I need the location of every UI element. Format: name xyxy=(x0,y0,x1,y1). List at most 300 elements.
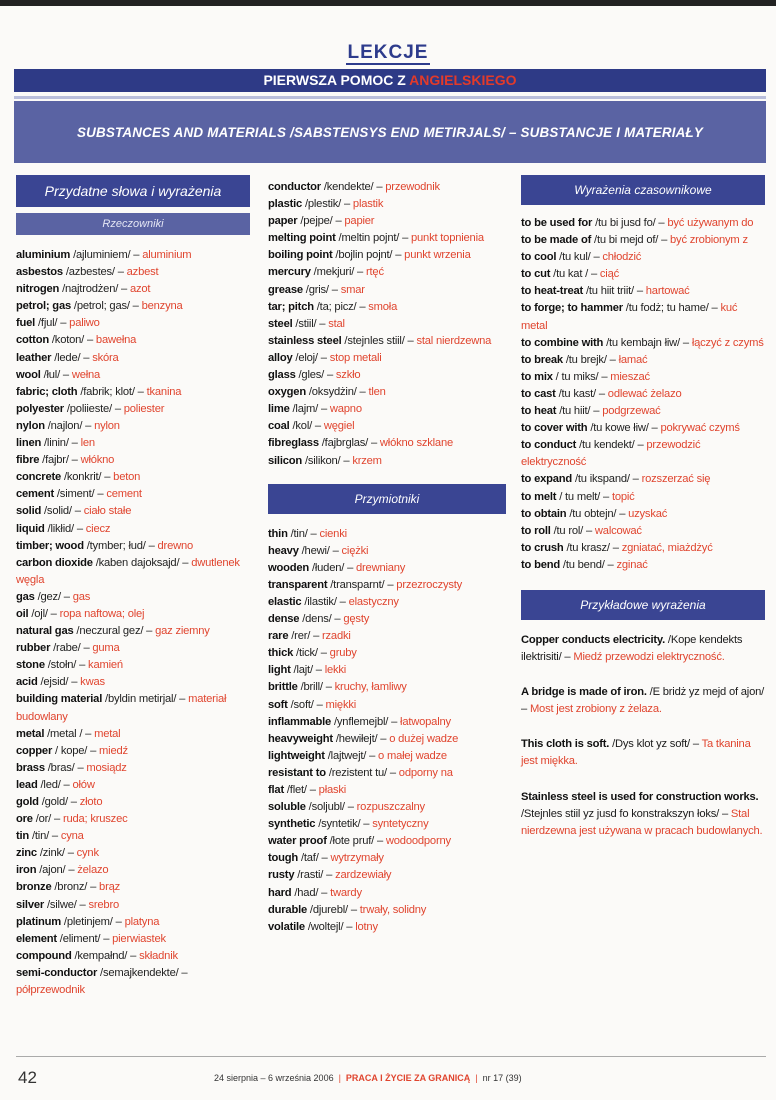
vocab-entry xyxy=(268,577,506,594)
entry-pronunciation: /hewi/ – xyxy=(298,544,342,557)
vocab-entry xyxy=(16,760,250,777)
entry-pronunciation: /łuden/ – xyxy=(309,561,356,574)
entry-translation: cynk xyxy=(76,847,99,860)
vocab-entry xyxy=(16,862,250,879)
entry-translation: żelazo xyxy=(77,864,109,877)
entry-word: glass xyxy=(268,369,296,382)
entry-translation: punkt topnienia xyxy=(411,232,484,245)
section-heading: Przykładowe wyrażenia xyxy=(521,590,765,620)
entry-pronunciation: /flet/ – xyxy=(283,784,319,796)
entry-word: ore xyxy=(16,813,33,826)
divider xyxy=(14,96,766,99)
series-title-bar xyxy=(14,69,766,92)
vocab-entry xyxy=(268,782,506,799)
vocab-entry xyxy=(16,828,250,845)
entry-word: to cool xyxy=(521,251,557,264)
entry-translation: smar xyxy=(340,283,365,296)
entry-translation: mieszać xyxy=(610,370,650,383)
example-pronunciation: /Dys klot yz soft/ – xyxy=(609,738,702,751)
entry-word: fuel xyxy=(16,317,36,330)
entry-translation: drewniany xyxy=(356,561,406,574)
vocab-entry xyxy=(521,540,765,557)
vocab-entry xyxy=(16,726,250,743)
example-english: This cloth is soft. xyxy=(521,738,610,751)
entry-word: petrol; gas xyxy=(16,300,71,313)
example-pronunciation: /E bridż yz mejd of ajon/ – xyxy=(521,686,765,716)
entry-translation: skóra xyxy=(92,351,119,364)
entry-word: flat xyxy=(268,784,284,796)
entry-word: to break xyxy=(521,353,563,366)
entry-pronunciation: /or/ – xyxy=(32,813,63,826)
vocab-entry xyxy=(268,628,506,645)
entry-word: synthetic xyxy=(268,818,316,831)
vocab-entry xyxy=(268,765,506,782)
vocab-entry xyxy=(16,555,250,589)
entry-pronunciation: /tymber; łud/ – xyxy=(83,539,158,552)
entry-translation: cement xyxy=(106,488,142,501)
vocab-entry xyxy=(16,845,250,862)
vocab-entry xyxy=(521,557,765,574)
entry-translation: rozpuszczalny xyxy=(356,801,425,814)
entry-word: wool xyxy=(16,368,41,381)
vocab-entry xyxy=(16,674,250,691)
entry-pronunciation: /kaben dajoksajd/ – xyxy=(92,556,192,569)
example-english: A bridge is made of iron. xyxy=(521,686,647,699)
entry-word: thick xyxy=(268,647,294,660)
entry-pronunciation: /silikon/ – xyxy=(302,454,353,467)
entry-word: gold xyxy=(16,796,39,808)
entry-pronunciation: / tu miks/ – xyxy=(552,370,611,383)
entry-word: natural gas xyxy=(16,625,74,638)
entry-word: semi-conductor xyxy=(16,966,98,979)
entry-pronunciation: /rasti/ – xyxy=(294,869,336,882)
entry-pronunciation: /byldin metirjal/ – xyxy=(102,693,189,706)
entry-word: to expand xyxy=(521,473,573,486)
vocab-entry xyxy=(16,589,250,606)
entry-pronunciation: /ilastik/ – xyxy=(301,595,349,608)
entry-translation: pokrywać czymś xyxy=(660,422,740,435)
entry-word: polyester xyxy=(16,402,64,415)
entry-translation: stal xyxy=(328,317,345,330)
vocab-entry xyxy=(268,867,506,884)
example-sentence xyxy=(521,789,765,840)
entry-word: thin xyxy=(268,527,288,540)
footer-separator: | xyxy=(338,1073,341,1083)
vocab-list xyxy=(268,179,506,470)
entry-word: to cut xyxy=(521,268,551,281)
entry-word: cement xyxy=(16,488,54,501)
entry-word: oil xyxy=(16,607,29,620)
entry-word: elastic xyxy=(268,595,302,608)
entry-pronunciation: /had/ – xyxy=(291,886,331,899)
entry-pronunciation: /azbestes/ – xyxy=(62,266,127,279)
entry-word: linen xyxy=(16,437,42,450)
entry-word: gas xyxy=(16,590,35,603)
entry-translation: len xyxy=(80,437,95,450)
vocab-entry xyxy=(16,332,250,349)
entry-word: to heat-treat xyxy=(521,285,584,298)
vocab-entry xyxy=(268,418,506,435)
entry-word: wooden xyxy=(268,561,310,574)
entry-translation: o dużej wadze xyxy=(389,732,459,745)
entry-word: stainless steel xyxy=(268,334,342,347)
entry-translation: miękki xyxy=(325,698,357,711)
entry-translation: trwały, solidny xyxy=(359,903,427,916)
entry-translation: rzadki xyxy=(322,630,351,643)
vocab-entry xyxy=(268,179,506,196)
topic-title: SUBSTANCES AND MATERIALS /SABSTENSYS END METIRJALS/ – SUBSTANCJE I MATERIAŁY xyxy=(76,124,703,140)
vocab-entry xyxy=(521,215,765,232)
vocab-entry xyxy=(268,543,506,560)
entry-pronunciation: /ejsid/ – xyxy=(37,676,81,689)
vocab-entry xyxy=(268,560,506,577)
entry-word: dense xyxy=(268,613,300,626)
entry-pronunciation: / tu melt/ – xyxy=(556,490,612,503)
entry-word: compound xyxy=(16,949,72,962)
vocab-entry xyxy=(521,506,765,523)
vocab-entry xyxy=(521,369,765,386)
entry-word: inflammable xyxy=(268,715,332,728)
vocab-entry xyxy=(16,777,250,794)
entry-translation: złoto xyxy=(79,796,103,808)
entry-translation: tkanina xyxy=(146,385,182,398)
vocab-entry xyxy=(268,435,506,452)
entry-pronunciation: /koton/ – xyxy=(48,334,96,347)
series-title-highlight: ANGIELSKIEGO xyxy=(409,72,517,88)
vocab-entry xyxy=(268,850,506,867)
entry-pronunciation: /lajm/ – xyxy=(289,403,330,416)
entry-pronunciation: /ajon/ – xyxy=(36,864,78,877)
entry-translation: ropa naftowa; olej xyxy=(59,607,145,620)
entry-word: nylon xyxy=(16,419,45,432)
vocab-entry xyxy=(268,526,506,543)
entry-word: iron xyxy=(16,864,37,877)
entry-word: resistant to xyxy=(268,766,326,779)
vocab-entry xyxy=(268,799,506,816)
entry-pronunciation: /tu bi jusd fo/ – xyxy=(592,217,668,229)
entry-translation: elastyczny xyxy=(348,595,399,608)
vocab-entry xyxy=(16,435,250,452)
entry-word: leather xyxy=(16,351,52,364)
entry-word: rubber xyxy=(16,642,51,655)
entry-translation: rtęć xyxy=(365,266,384,279)
entry-translation: hartować xyxy=(645,285,690,298)
entry-pronunciation: /fajbrglas/ – xyxy=(318,437,380,450)
entry-pronunciation: /woltejl/ – xyxy=(304,920,356,933)
entry-pronunciation: /tu ikspand/ – xyxy=(572,473,642,486)
entry-translation: gruby xyxy=(329,647,357,660)
entry-translation: wapno xyxy=(329,403,362,416)
footer-rule xyxy=(16,1056,766,1057)
example-pronunciation: /Kope kendekts ilektrisiti/ – xyxy=(521,633,743,664)
example-sentence xyxy=(521,736,765,770)
entry-pronunciation: /tu brejk/ – xyxy=(562,353,619,366)
example-english: Copper conducts electricity. xyxy=(521,633,666,646)
entry-pronunciation: /bojlin pojnt/ – xyxy=(332,249,405,262)
entry-translation: walcować xyxy=(594,524,642,537)
vocab-entry xyxy=(268,316,506,333)
entry-word: brass xyxy=(16,761,45,774)
vocab-entry xyxy=(16,247,250,264)
entry-pronunciation: /lajtwejt/ – xyxy=(324,749,379,762)
vocab-entry xyxy=(16,811,250,828)
entry-word: asbestos xyxy=(16,266,63,279)
entry-translation: wełna xyxy=(71,368,101,381)
entry-word: bronze xyxy=(16,881,52,894)
entry-pronunciation: /ojl/ – xyxy=(28,607,60,620)
vocab-entry xyxy=(268,196,506,213)
column-nouns xyxy=(16,175,250,999)
vocab-entry xyxy=(16,794,250,811)
entry-translation: lekki xyxy=(324,664,347,677)
entry-pronunciation: /bronz/ – xyxy=(51,881,100,894)
entry-pronunciation: /tu hiit triit/ – xyxy=(583,285,646,298)
example-translation: Stal nierdzewna jest używana w pracach budowlanych. xyxy=(521,807,763,837)
entry-translation: gas xyxy=(72,590,91,603)
vocab-entry xyxy=(268,645,506,662)
page-footer xyxy=(0,1056,776,1100)
vocab-entry xyxy=(521,335,765,352)
entry-pronunciation: /ajluminiem/ – xyxy=(70,249,143,261)
vocab-entry xyxy=(521,232,765,249)
entry-pronunciation: / kope/ – xyxy=(52,744,100,757)
entry-word: light xyxy=(268,664,291,677)
entry-pronunciation: /dens/ – xyxy=(299,613,344,626)
entry-pronunciation: /meltin pojnt/ – xyxy=(335,232,411,245)
entry-translation: brąz xyxy=(99,881,121,894)
entry-pronunciation: /gold/ – xyxy=(38,796,80,808)
example-sentence xyxy=(521,684,765,718)
entry-translation: srebro xyxy=(88,898,119,911)
entry-translation: metal xyxy=(94,727,121,740)
column-nouns-adjectives xyxy=(268,175,506,936)
entry-translation: ruda; kruszec xyxy=(62,813,128,826)
entry-translation: platyna xyxy=(124,915,160,928)
vocab-entry xyxy=(16,264,250,281)
entry-translation: składnik xyxy=(139,949,178,962)
entry-translation: dwutlenek węgla xyxy=(16,556,240,586)
entry-pronunciation: /tu bi mejd of/ – xyxy=(591,234,671,247)
entry-translation: kruchy, łamliwy xyxy=(334,681,407,694)
entry-translation: podgrzewać xyxy=(602,405,661,418)
entry-translation: drewno xyxy=(157,539,194,552)
entry-pronunciation: /konkrit/ – xyxy=(61,471,114,484)
vocab-entry xyxy=(268,453,506,470)
entry-word: tin xyxy=(16,830,30,843)
example-list xyxy=(521,632,765,840)
vocab-entry xyxy=(521,471,765,488)
entry-word: tar; pitch xyxy=(268,300,314,313)
entry-word: silver xyxy=(16,898,45,911)
entry-word: grease xyxy=(268,283,303,296)
entry-word: silicon xyxy=(268,454,303,467)
entry-translation: ciąć xyxy=(599,268,619,281)
entry-word: melting point xyxy=(268,232,336,245)
vocab-entry xyxy=(16,948,250,965)
entry-pronunciation: /tu rol/ – xyxy=(550,524,595,537)
entry-translation: papier xyxy=(344,215,375,228)
vocab-entry xyxy=(16,965,250,999)
entry-translation: odporny na xyxy=(398,766,453,779)
section-label: LEKCJE xyxy=(347,42,429,63)
entry-translation: szkło xyxy=(335,369,361,382)
entry-word: soluble xyxy=(268,801,306,814)
series-title: PIERWSZA POMOC Z xyxy=(263,72,410,88)
entry-word: steel xyxy=(268,317,293,330)
entry-translation: miedź xyxy=(99,744,128,757)
entry-translation: guma xyxy=(92,642,120,655)
entry-translation: łatwopalny xyxy=(400,715,451,728)
entry-pronunciation: /pejpe/ – xyxy=(297,215,345,228)
section-subheading: Rzeczowniki xyxy=(16,213,250,235)
entry-word: durable xyxy=(268,903,308,916)
vocab-entry xyxy=(268,333,506,350)
vocab-entry xyxy=(16,914,250,931)
entry-word: coal xyxy=(268,420,290,433)
entry-pronunciation: /łote pruf/ – xyxy=(326,835,386,848)
entry-translation: zginać xyxy=(616,558,648,571)
entry-translation: kuć metal xyxy=(521,302,738,332)
entry-pronunciation: /led/ – xyxy=(37,778,73,791)
entry-word: to obtain xyxy=(521,507,567,520)
entry-word: boiling point xyxy=(268,249,333,262)
vocab-list xyxy=(16,247,250,999)
entry-pronunciation: /pletinjem/ – xyxy=(61,915,125,928)
entry-pronunciation: /tu kul/ – xyxy=(556,251,603,264)
entry-translation: paliwo xyxy=(69,317,100,330)
entry-word: to cover with xyxy=(521,422,588,435)
entry-pronunciation: /ta; picz/ – xyxy=(313,300,369,313)
vocab-entry xyxy=(268,594,506,611)
entry-word: water proof xyxy=(268,835,327,848)
entry-word: carbon dioxide xyxy=(16,556,93,569)
entry-translation: ciecz xyxy=(85,522,111,535)
entry-pronunciation: /neczural gez/ – xyxy=(73,625,156,638)
entry-pronunciation: /rabe/ – xyxy=(50,642,93,655)
entry-pronunciation: /tin/ – xyxy=(287,527,320,540)
entry-pronunciation: /eliment/ – xyxy=(56,932,113,945)
entry-word: to combine with xyxy=(521,336,604,349)
entry-word: soft xyxy=(268,698,288,711)
entry-pronunciation: /tu krasz/ – xyxy=(563,541,622,554)
entry-translation: rozszerzać się xyxy=(641,473,711,486)
entry-translation: ciężki xyxy=(341,544,369,557)
entry-pronunciation: /stiil/ – xyxy=(292,317,329,330)
vocab-entry xyxy=(268,367,506,384)
entry-translation: tlen xyxy=(368,386,386,399)
entry-translation: poliester xyxy=(123,402,165,415)
entry-word: solid xyxy=(16,505,42,518)
entry-word: mercury xyxy=(268,266,311,279)
vocab-entry xyxy=(521,249,765,266)
entry-pronunciation: /stejnles stiil/ – xyxy=(341,334,417,347)
vocab-entry xyxy=(16,418,250,435)
vocab-entry xyxy=(16,657,250,674)
entry-word: concrete xyxy=(16,471,62,484)
entry-word: brittle xyxy=(268,681,298,694)
entry-translation: zgniatać, miażdżyć xyxy=(621,541,713,554)
vocab-entry xyxy=(268,731,506,748)
entry-translation: smoła xyxy=(368,300,398,313)
entry-word: to cast xyxy=(521,387,556,400)
vocab-entry xyxy=(16,469,250,486)
vocab-entry xyxy=(268,282,506,299)
entry-word: to mix xyxy=(521,370,553,383)
entry-pronunciation: /tu kowe łiw/ – xyxy=(587,422,661,435)
entry-word: cotton xyxy=(16,334,49,347)
vocab-entry xyxy=(268,679,506,696)
vocab-entry xyxy=(521,300,765,334)
entry-word: volatile xyxy=(268,920,305,933)
entry-translation: przewodnik xyxy=(385,181,440,193)
vocab-entry xyxy=(16,691,250,725)
entry-word: liquid xyxy=(16,522,45,535)
entry-word: rare xyxy=(268,630,289,643)
entry-translation: przewodzić elektryczność xyxy=(521,439,701,469)
entry-word: platinum xyxy=(16,915,62,928)
entry-translation: o małej wadze xyxy=(378,749,447,762)
vocab-entry xyxy=(16,384,250,401)
entry-word: zinc xyxy=(16,847,37,860)
entry-word: to conduct xyxy=(521,439,577,452)
entry-pronunciation: /djurebl/ – xyxy=(307,903,360,916)
entry-word: timber; wood xyxy=(16,539,84,552)
entry-translation: syntetyczny xyxy=(372,818,429,831)
vocab-entry xyxy=(16,401,250,418)
entry-word: aluminium xyxy=(16,249,71,261)
entry-pronunciation: /siment/ – xyxy=(53,488,107,501)
vocab-entry xyxy=(16,452,250,469)
entry-word: alloy xyxy=(268,351,293,364)
entry-word: plastic xyxy=(268,198,303,211)
vocab-entry xyxy=(521,386,765,403)
vocab-entry xyxy=(16,486,250,503)
topic-banner xyxy=(14,101,766,163)
vocab-entry xyxy=(16,743,250,760)
entry-word: fabric; cloth xyxy=(16,385,78,398)
entry-pronunciation: /soljubl/ – xyxy=(305,801,357,814)
entry-pronunciation: /tu hiit/ – xyxy=(556,405,603,418)
vocab-entry xyxy=(16,298,250,315)
entry-word: hard xyxy=(268,886,292,899)
example-translation: Most jest zrobiony z żelaza. xyxy=(529,703,662,716)
entry-pronunciation: /tu kast/ – xyxy=(555,387,608,400)
entry-pronunciation: /silwe/ – xyxy=(44,898,89,911)
entry-pronunciation: /rezistent tu/ – xyxy=(325,766,399,779)
example-sentence xyxy=(521,632,765,666)
entry-pronunciation: /metal / – xyxy=(44,727,95,740)
entry-pronunciation: /taf/ – xyxy=(298,852,331,865)
entry-translation: włókno xyxy=(80,454,115,467)
entry-word: to bend xyxy=(521,558,560,571)
entry-word: nitrogen xyxy=(16,283,60,296)
entry-pronunciation: /solid/ – xyxy=(41,505,84,518)
entry-pronunciation: /zink/ – xyxy=(36,847,77,860)
entry-pronunciation: /stołn/ – xyxy=(44,659,89,672)
vocab-entry xyxy=(268,247,506,264)
entry-translation: zardzewiały xyxy=(335,869,392,882)
entry-pronunciation: /likłid/ – xyxy=(44,522,86,535)
entry-translation: pierwiastek xyxy=(112,932,166,945)
entry-pronunciation: /najtrodżen/ – xyxy=(59,283,130,296)
section-heading: Przydatne słowa i wyrażenia xyxy=(16,175,250,207)
entry-pronunciation: /gris/ – xyxy=(302,283,341,296)
entry-translation: gaz ziemny xyxy=(155,625,210,638)
entry-pronunciation: /kol/ – xyxy=(289,420,324,433)
section-heading: Wyrażenia czasownikowe xyxy=(521,175,765,205)
entry-pronunciation: /bras/ – xyxy=(44,761,87,774)
vocab-entry xyxy=(16,640,250,657)
